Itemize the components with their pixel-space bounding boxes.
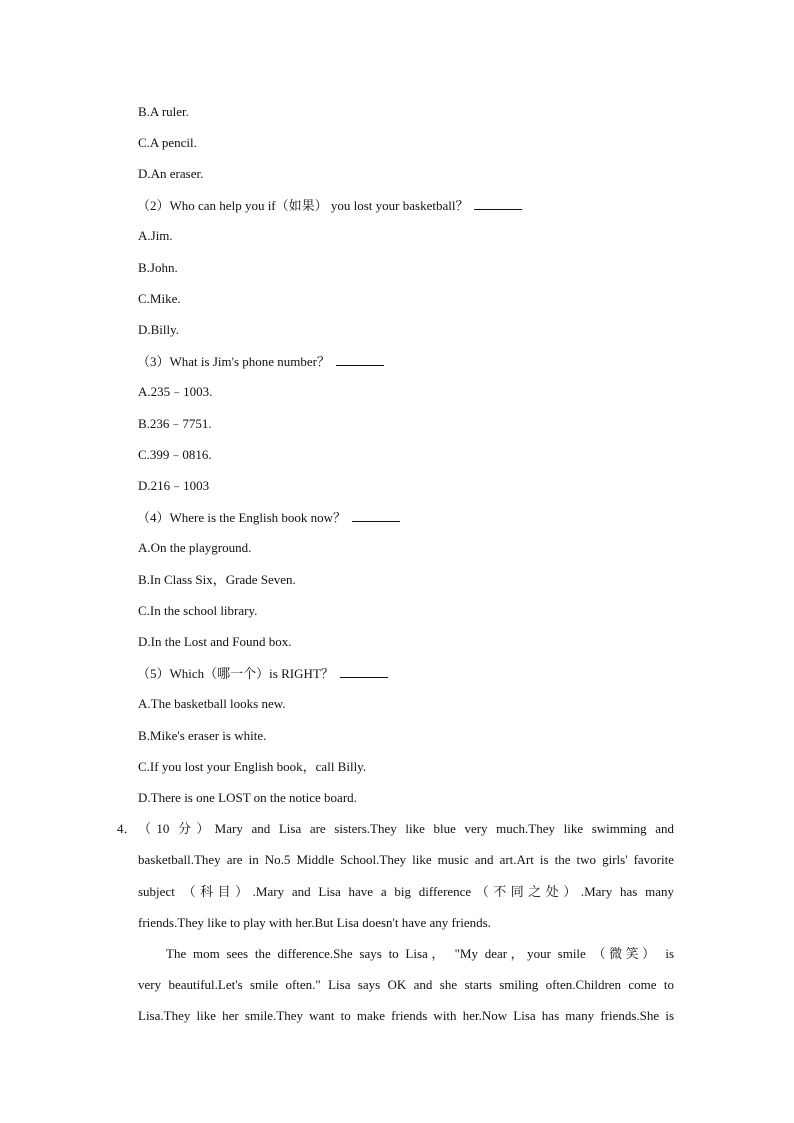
passage-line: （10 分）Mary and Lisa are sisters.They like blue very much.They like swimming and bbox=[138, 821, 674, 836]
option-b: B.In Class Six，Grade Seven. bbox=[138, 572, 296, 587]
answer-blank[interactable] bbox=[336, 353, 384, 366]
answer-blank[interactable] bbox=[352, 509, 400, 522]
passage-line: subject （科目）.Mary and Lisa have a big difference（不同之处）.Mary has many bbox=[138, 884, 674, 899]
answer-blank[interactable] bbox=[340, 665, 388, 678]
question-stem: （3）What is Jim's phone number？ bbox=[137, 354, 330, 369]
option-d: D.An eraser. bbox=[138, 166, 204, 181]
option-c: C.In the school library. bbox=[138, 603, 258, 618]
question-2 bbox=[137, 197, 522, 214]
option-b: B.A ruler. bbox=[138, 104, 189, 119]
option-a: A.On the playground. bbox=[138, 540, 252, 555]
passage-line: Lisa.They like her smile.They want to make friends with her.Now Lisa has many friends.She is bbox=[138, 1008, 674, 1023]
option-c: C.A pencil. bbox=[138, 135, 197, 150]
option-a: A.Jim. bbox=[138, 228, 173, 243]
passage-line: friends.They like to play with her.But Lisa doesn't have any friends. bbox=[138, 915, 491, 930]
answer-blank[interactable] bbox=[474, 197, 522, 210]
question-4 bbox=[137, 509, 400, 526]
option-c: C.If you lost your English book，call Billy. bbox=[138, 759, 367, 774]
option-b: B.John. bbox=[138, 260, 178, 275]
option-a: A.The basketball looks new. bbox=[138, 696, 286, 711]
question-number: 4． bbox=[117, 821, 137, 836]
option-b: B.Mike's eraser is white. bbox=[138, 728, 267, 743]
question-5 bbox=[137, 665, 388, 682]
passage-line: very beautiful.Let's smile often." Lisa says OK and she starts smiling often.Children come to bbox=[138, 977, 674, 992]
option-c: C.Mike. bbox=[138, 291, 181, 306]
passage-line: The mom sees the difference.She says to Lisa， "My dear，your smile （微笑） is bbox=[166, 946, 674, 961]
option-d: D.216﹣1003 bbox=[138, 478, 210, 493]
passage-line: basketball.They are in No.5 Middle School.They like music and art.Art is the two girls' favorite bbox=[138, 852, 674, 867]
option-d: D.In the Lost and Found box. bbox=[138, 634, 292, 649]
question-stem: （2）Who can help you if（如果） you lost your basketball？ bbox=[137, 198, 469, 213]
option-c: C.399﹣0816. bbox=[138, 447, 212, 462]
question-stem: （5）Which（哪一个）is RIGHT？ bbox=[137, 666, 334, 681]
option-a: A.235﹣1003. bbox=[138, 384, 213, 399]
question-stem: （4）Where is the English book now？ bbox=[137, 510, 347, 525]
option-b: B.236﹣7751. bbox=[138, 416, 212, 431]
question-3 bbox=[137, 353, 384, 370]
option-d: D.There is one LOST on the notice board. bbox=[138, 790, 357, 805]
option-d: D.Billy. bbox=[138, 322, 180, 337]
